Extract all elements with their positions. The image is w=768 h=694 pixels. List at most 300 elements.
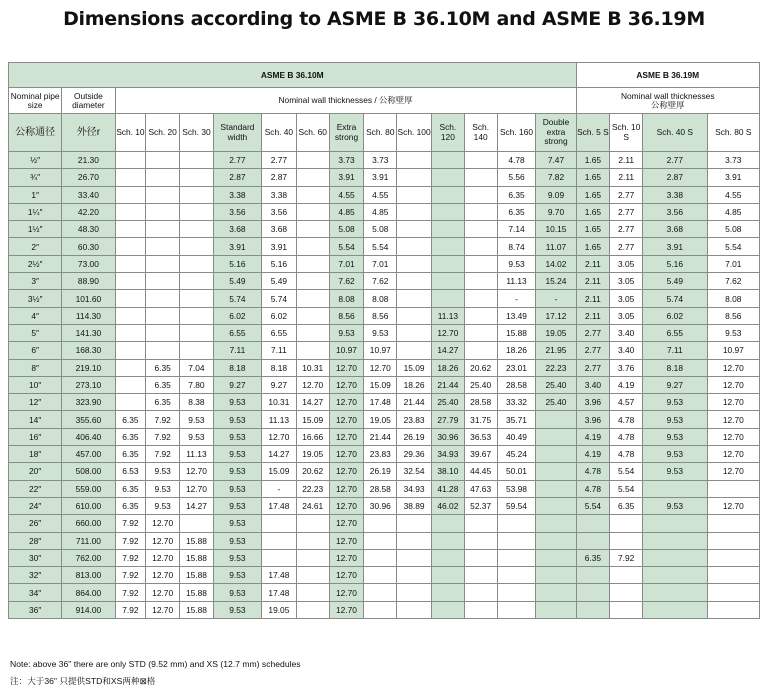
schedule-header: Sch. 60 (296, 114, 329, 152)
wall-thickness-cell (397, 342, 432, 359)
wall-thickness-cell: 7.62 (329, 273, 364, 290)
wall-thickness-cell: 59.54 (497, 497, 536, 514)
schedule-header: Sch. 140 (464, 114, 497, 152)
wall-thickness-cell (464, 342, 497, 359)
wall-thickness-cell (115, 203, 146, 220)
schedule-header: Sch. 10 S (610, 114, 643, 152)
header-od-cn: 外径r (62, 114, 115, 152)
pipe-size-cell: 2″ (9, 238, 62, 255)
wall-thickness-cell (707, 567, 759, 584)
table-row (9, 446, 760, 463)
wall-thickness-cell: 8.56 (707, 307, 759, 324)
pipe-size-cell: 5″ (9, 324, 62, 341)
wall-thickness-cell: 2.77 (610, 203, 643, 220)
wall-thickness-cell: 17.48 (364, 394, 397, 411)
wall-thickness-cell: 19.05 (536, 324, 576, 341)
wall-thickness-cell (146, 273, 180, 290)
wall-thickness-cell: 4.78 (610, 411, 643, 428)
wall-thickness-cell: 4.55 (707, 186, 759, 203)
wall-thickness-cell (296, 549, 329, 566)
wall-thickness-cell: 3.56 (261, 203, 296, 220)
table-row (9, 307, 760, 324)
wall-thickness-cell: 30.96 (432, 428, 465, 445)
wall-thickness-cell: 7.92 (146, 411, 180, 428)
wall-thickness-cell: 4.19 (576, 428, 610, 445)
wall-thickness-cell: 7.01 (707, 255, 759, 272)
wall-thickness-cell: 7.92 (115, 549, 146, 566)
wall-thickness-cell: 9.53 (213, 532, 261, 549)
wall-thickness-cell: 7.92 (115, 567, 146, 584)
wall-thickness-cell: 3.68 (643, 221, 708, 238)
wall-thickness-cell: 21.44 (397, 394, 432, 411)
pipe-size-cell: 24″ (9, 497, 62, 514)
wall-thickness-cell (180, 273, 214, 290)
wall-thickness-cell: 5.49 (643, 273, 708, 290)
schedule-header: Sch. 20 (146, 114, 180, 152)
header-size-cn: 公称通径 (9, 114, 62, 152)
outside-diameter-cell: 48.30 (62, 221, 115, 238)
wall-thickness-cell: 12.70 (329, 428, 364, 445)
wall-thickness-cell: 10.15 (536, 221, 576, 238)
wall-thickness-cell (432, 152, 465, 169)
wall-thickness-cell: 23.83 (364, 446, 397, 463)
wall-thickness-cell (146, 342, 180, 359)
wall-thickness-cell: 3.56 (643, 203, 708, 220)
wall-thickness-cell (536, 411, 576, 428)
table-row (9, 186, 760, 203)
wall-thickness-cell: 15.24 (536, 273, 576, 290)
wall-thickness-cell: 8.08 (707, 290, 759, 307)
wall-thickness-cell (432, 290, 465, 307)
wall-thickness-cell: 28.58 (464, 394, 497, 411)
wall-thickness-cell: 4.57 (610, 394, 643, 411)
wall-thickness-cell: 7.92 (146, 446, 180, 463)
wall-thickness-cell (464, 221, 497, 238)
wall-thickness-cell: 2.87 (261, 169, 296, 186)
wall-thickness-cell: 11.13 (497, 273, 536, 290)
wall-thickness-cell: 4.78 (576, 480, 610, 497)
wall-thickness-cell: 12.70 (261, 428, 296, 445)
wall-thickness-cell: 3.38 (261, 186, 296, 203)
pipe-size-cell: 16″ (9, 428, 62, 445)
page-title: Dimensions according to ASME B 36.10M and ASME B 36.19M (63, 8, 705, 30)
table-row (9, 463, 760, 480)
wall-thickness-cell (432, 273, 465, 290)
wall-thickness-cell: 7.92 (115, 515, 146, 532)
table-row (9, 411, 760, 428)
wall-thickness-cell (397, 515, 432, 532)
wall-thickness-cell: 1.65 (576, 203, 610, 220)
outside-diameter-cell: 813.00 (62, 567, 115, 584)
wall-thickness-cell: 3.56 (213, 203, 261, 220)
wall-thickness-cell (115, 169, 146, 186)
wall-thickness-cell (397, 169, 432, 186)
wall-thickness-cell: 6.35 (115, 428, 146, 445)
wall-thickness-cell: 5.54 (576, 497, 610, 514)
wall-thickness-cell: 5.54 (610, 480, 643, 497)
wall-thickness-cell (464, 324, 497, 341)
wall-thickness-cell: 3.73 (707, 152, 759, 169)
wall-thickness-cell: 3.91 (213, 238, 261, 255)
wall-thickness-cell: 11.13 (432, 307, 465, 324)
wall-thickness-cell (464, 238, 497, 255)
wall-thickness-cell: 24.61 (296, 497, 329, 514)
wall-thickness-cell: 4.78 (610, 428, 643, 445)
wall-thickness-cell: 35.71 (497, 411, 536, 428)
wall-thickness-cell: 3.38 (643, 186, 708, 203)
table-row (9, 152, 760, 169)
wall-thickness-cell: 5.74 (261, 290, 296, 307)
table-row (9, 169, 760, 186)
wall-thickness-cell: 7.14 (497, 221, 536, 238)
wall-thickness-cell: 12.70 (329, 463, 364, 480)
wall-thickness-cell (464, 255, 497, 272)
wall-thickness-cell: 8.38 (180, 394, 214, 411)
wall-thickness-cell (146, 255, 180, 272)
wall-thickness-cell: 6.35 (115, 446, 146, 463)
wall-thickness-cell (296, 601, 329, 618)
wall-thickness-cell (397, 567, 432, 584)
pipe-size-cell: 6″ (9, 342, 62, 359)
wall-thickness-cell: 9.53 (213, 515, 261, 532)
wall-thickness-cell: 9.53 (213, 446, 261, 463)
wall-thickness-cell: 2.87 (213, 169, 261, 186)
outside-diameter-cell: 73.00 (62, 255, 115, 272)
pipe-size-cell: 30″ (9, 549, 62, 566)
wall-thickness-cell: 7.11 (261, 342, 296, 359)
header-nominal-pipe-size: Nominal pipe size (9, 88, 62, 114)
wall-thickness-cell: 9.53 (643, 446, 708, 463)
wall-thickness-cell: 9.27 (213, 376, 261, 393)
wall-thickness-cell: 9.53 (643, 394, 708, 411)
schedule-header: Standard width (213, 114, 261, 152)
wall-thickness-cell: 15.88 (180, 549, 214, 566)
wall-thickness-cell: 7.92 (146, 428, 180, 445)
wall-thickness-cell: - (497, 290, 536, 307)
wall-thickness-cell: 4.85 (707, 203, 759, 220)
outside-diameter-cell: 33.40 (62, 186, 115, 203)
pipe-size-cell: 1″ (9, 186, 62, 203)
wall-thickness-cell (497, 567, 536, 584)
wall-thickness-cell (180, 290, 214, 307)
schedule-header: Double extra strong (536, 114, 576, 152)
wall-thickness-cell: 2.77 (576, 359, 610, 376)
pipe-size-cell: 22″ (9, 480, 62, 497)
wall-thickness-cell: 12.70 (329, 497, 364, 514)
outside-diameter-cell: 273.10 (62, 376, 115, 393)
wall-thickness-cell: 27.79 (432, 411, 465, 428)
wall-thickness-cell: 8.08 (364, 290, 397, 307)
pipe-size-cell: 3″ (9, 273, 62, 290)
outside-diameter-cell: 711.00 (62, 532, 115, 549)
wall-thickness-cell: 9.27 (261, 376, 296, 393)
table-row (9, 324, 760, 341)
wall-thickness-cell: 12.70 (707, 428, 759, 445)
wall-thickness-cell: 3.40 (576, 376, 610, 393)
wall-thickness-cell: 12.70 (329, 584, 364, 601)
wall-thickness-cell (296, 273, 329, 290)
pipe-size-cell: 1½″ (9, 221, 62, 238)
wall-thickness-cell: 12.70 (180, 480, 214, 497)
wall-thickness-cell: 9.53 (213, 411, 261, 428)
wall-thickness-cell (432, 584, 465, 601)
wall-thickness-cell: 3.91 (643, 238, 708, 255)
wall-thickness-cell (397, 255, 432, 272)
wall-thickness-cell: 6.02 (261, 307, 296, 324)
wall-thickness-cell (643, 480, 708, 497)
wall-thickness-cell: 7.92 (115, 601, 146, 618)
header-nominal-wall-b3619-cn: 公称壁厚 (651, 99, 685, 110)
wall-thickness-cell (397, 549, 432, 566)
wall-thickness-cell: 9.53 (707, 324, 759, 341)
wall-thickness-cell (610, 532, 643, 549)
wall-thickness-cell: 30.96 (364, 497, 397, 514)
wall-thickness-cell: 9.53 (213, 428, 261, 445)
wall-thickness-cell (707, 601, 759, 618)
wall-thickness-cell (146, 169, 180, 186)
wall-thickness-cell (464, 601, 497, 618)
wall-thickness-cell (146, 238, 180, 255)
wall-thickness-cell: 6.35 (146, 359, 180, 376)
wall-thickness-cell: 12.70 (329, 480, 364, 497)
wall-thickness-cell: 12.70 (707, 497, 759, 514)
wall-thickness-cell: 9.53 (329, 324, 364, 341)
table-row (9, 428, 760, 445)
wall-thickness-cell: 3.68 (261, 221, 296, 238)
wall-thickness-cell (536, 428, 576, 445)
wall-thickness-cell: 3.73 (329, 152, 364, 169)
wall-thickness-cell (536, 601, 576, 618)
wall-thickness-cell: 6.55 (213, 324, 261, 341)
table-row (9, 359, 760, 376)
wall-thickness-cell (296, 169, 329, 186)
wall-thickness-cell (610, 567, 643, 584)
wall-thickness-cell: 14.27 (261, 446, 296, 463)
wall-thickness-cell (432, 601, 465, 618)
wall-thickness-cell (397, 307, 432, 324)
wall-thickness-cell (115, 359, 146, 376)
wall-thickness-cell: 9.53 (643, 411, 708, 428)
wall-thickness-cell: 5.08 (364, 221, 397, 238)
wall-thickness-cell (432, 567, 465, 584)
outside-diameter-cell: 323.90 (62, 394, 115, 411)
table-row (9, 221, 760, 238)
table-row (9, 601, 760, 618)
wall-thickness-cell: 7.01 (329, 255, 364, 272)
wall-thickness-cell (115, 394, 146, 411)
wall-thickness-cell (296, 238, 329, 255)
wall-thickness-cell: 22.23 (536, 359, 576, 376)
wall-thickness-cell: 8.08 (329, 290, 364, 307)
wall-thickness-cell (261, 549, 296, 566)
wall-thickness-cell: 6.55 (643, 324, 708, 341)
group-header-b3619: ASME B 36.19M (576, 63, 760, 88)
wall-thickness-cell: 18.26 (497, 342, 536, 359)
wall-thickness-cell: 6.02 (213, 307, 261, 324)
wall-thickness-cell: 12.70 (329, 549, 364, 566)
wall-thickness-cell: 15.09 (261, 463, 296, 480)
wall-thickness-cell (610, 515, 643, 532)
outside-diameter-cell: 406.40 (62, 428, 115, 445)
wall-thickness-cell: 12.70 (146, 601, 180, 618)
wall-thickness-cell: 11.13 (180, 446, 214, 463)
wall-thickness-cell (432, 515, 465, 532)
table-row (9, 497, 760, 514)
wall-thickness-cell: 2.77 (213, 152, 261, 169)
wall-thickness-cell: 9.53 (643, 428, 708, 445)
dimensions-table (8, 62, 760, 619)
wall-thickness-cell: 25.40 (536, 394, 576, 411)
wall-thickness-cell: 6.53 (115, 463, 146, 480)
wall-thickness-cell (397, 532, 432, 549)
wall-thickness-cell (146, 186, 180, 203)
table-row (9, 480, 760, 497)
wall-thickness-cell (397, 203, 432, 220)
wall-thickness-cell (432, 169, 465, 186)
wall-thickness-cell: 9.53 (213, 549, 261, 566)
wall-thickness-cell: 9.27 (643, 376, 708, 393)
wall-thickness-cell (497, 532, 536, 549)
outside-diameter-cell: 559.00 (62, 480, 115, 497)
schedule-header: Extra strong (329, 114, 364, 152)
wall-thickness-cell (180, 324, 214, 341)
wall-thickness-cell (536, 549, 576, 566)
wall-thickness-cell: 26.19 (364, 463, 397, 480)
pipe-size-cell: ¾″ (9, 169, 62, 186)
wall-thickness-cell (296, 567, 329, 584)
wall-thickness-cell (497, 584, 536, 601)
schedule-header: Sch. 80 S (707, 114, 759, 152)
wall-thickness-cell: 5.16 (643, 255, 708, 272)
wall-thickness-cell: 9.53 (213, 463, 261, 480)
pipe-size-cell: 8″ (9, 359, 62, 376)
wall-thickness-cell: 9.53 (364, 324, 397, 341)
wall-thickness-cell: 10.97 (707, 342, 759, 359)
wall-thickness-cell: 2.77 (610, 238, 643, 255)
wall-thickness-cell: 19.05 (296, 446, 329, 463)
wall-thickness-cell: 1.65 (576, 221, 610, 238)
wall-thickness-cell: 17.48 (261, 584, 296, 601)
wall-thickness-cell (464, 152, 497, 169)
wall-thickness-cell: 47.63 (464, 480, 497, 497)
outside-diameter-cell: 762.00 (62, 549, 115, 566)
wall-thickness-cell: 32.54 (397, 463, 432, 480)
wall-thickness-cell: 5.49 (213, 273, 261, 290)
wall-thickness-cell (707, 584, 759, 601)
wall-thickness-cell: 1.65 (576, 186, 610, 203)
outside-diameter-cell: 101.60 (62, 290, 115, 307)
wall-thickness-cell: 7.92 (610, 549, 643, 566)
wall-thickness-cell: 4.78 (576, 463, 610, 480)
wall-thickness-cell (296, 532, 329, 549)
wall-thickness-cell (707, 515, 759, 532)
wall-thickness-cell: 9.53 (213, 394, 261, 411)
wall-thickness-cell: 10.31 (296, 359, 329, 376)
wall-thickness-cell (115, 273, 146, 290)
wall-thickness-cell: 6.35 (115, 497, 146, 514)
wall-thickness-cell: 14.27 (180, 497, 214, 514)
wall-thickness-cell: 12.70 (329, 394, 364, 411)
pipe-size-cell: 28″ (9, 532, 62, 549)
wall-thickness-cell (180, 203, 214, 220)
wall-thickness-cell: 17.48 (261, 497, 296, 514)
wall-thickness-cell: 4.85 (364, 203, 397, 220)
wall-thickness-cell (180, 169, 214, 186)
outside-diameter-cell: 60.30 (62, 238, 115, 255)
wall-thickness-cell: 19.05 (261, 601, 296, 618)
wall-thickness-cell: 3.40 (610, 324, 643, 341)
wall-thickness-cell: 34.93 (432, 446, 465, 463)
wall-thickness-cell: 5.16 (261, 255, 296, 272)
wall-thickness-cell: 3.40 (610, 342, 643, 359)
wall-thickness-cell: 15.88 (180, 567, 214, 584)
wall-thickness-cell: 8.56 (364, 307, 397, 324)
wall-thickness-cell: 3.05 (610, 307, 643, 324)
wall-thickness-cell (146, 290, 180, 307)
wall-thickness-cell: 9.53 (497, 255, 536, 272)
header-nominal-wall-b3619-en: Nominal wall thicknesses (620, 90, 715, 101)
wall-thickness-cell: 6.35 (576, 549, 610, 566)
outside-diameter-cell: 457.00 (62, 446, 115, 463)
wall-thickness-cell: 46.02 (432, 497, 465, 514)
wall-thickness-cell: 10.97 (329, 342, 364, 359)
wall-thickness-cell (115, 221, 146, 238)
wall-thickness-cell: 2.87 (643, 169, 708, 186)
wall-thickness-cell: 4.78 (497, 152, 536, 169)
wall-thickness-cell: 13.49 (497, 307, 536, 324)
wall-thickness-cell (536, 532, 576, 549)
wall-thickness-cell (364, 515, 397, 532)
wall-thickness-cell (180, 307, 214, 324)
wall-thickness-cell (536, 497, 576, 514)
schedule-header: Sch. 40 (261, 114, 296, 152)
wall-thickness-cell: 14.27 (296, 394, 329, 411)
wall-thickness-cell: 12.70 (329, 359, 364, 376)
pipe-size-cell: 20″ (9, 463, 62, 480)
wall-thickness-cell: 1.65 (576, 169, 610, 186)
wall-thickness-cell: 5.56 (497, 169, 536, 186)
pipe-size-cell: 4″ (9, 307, 62, 324)
schedule-header: Sch. 120 (432, 114, 465, 152)
pipe-size-cell: 36″ (9, 601, 62, 618)
wall-thickness-cell: 15.88 (180, 584, 214, 601)
wall-thickness-cell: 28.58 (364, 480, 397, 497)
pipe-size-cell: ½″ (9, 152, 62, 169)
wall-thickness-cell: 3.91 (329, 169, 364, 186)
wall-thickness-cell (397, 601, 432, 618)
wall-thickness-cell (146, 324, 180, 341)
wall-thickness-cell: 4.78 (610, 446, 643, 463)
wall-thickness-cell (115, 152, 146, 169)
wall-thickness-cell: 52.37 (464, 497, 497, 514)
wall-thickness-cell (397, 324, 432, 341)
wall-thickness-cell: 5.54 (364, 238, 397, 255)
wall-thickness-cell: 3.38 (213, 186, 261, 203)
wall-thickness-cell: 41.28 (432, 480, 465, 497)
wall-thickness-cell (464, 169, 497, 186)
wall-thickness-cell: 4.55 (329, 186, 364, 203)
wall-thickness-cell: 1.65 (576, 152, 610, 169)
pipe-size-cell: 12″ (9, 394, 62, 411)
outside-diameter-cell: 508.00 (62, 463, 115, 480)
wall-thickness-cell: 5.54 (610, 463, 643, 480)
pipe-size-cell: 18″ (9, 446, 62, 463)
wall-thickness-cell (397, 221, 432, 238)
wall-thickness-cell (432, 532, 465, 549)
wall-thickness-cell (397, 290, 432, 307)
wall-thickness-cell: 12.70 (329, 567, 364, 584)
wall-thickness-cell (464, 567, 497, 584)
